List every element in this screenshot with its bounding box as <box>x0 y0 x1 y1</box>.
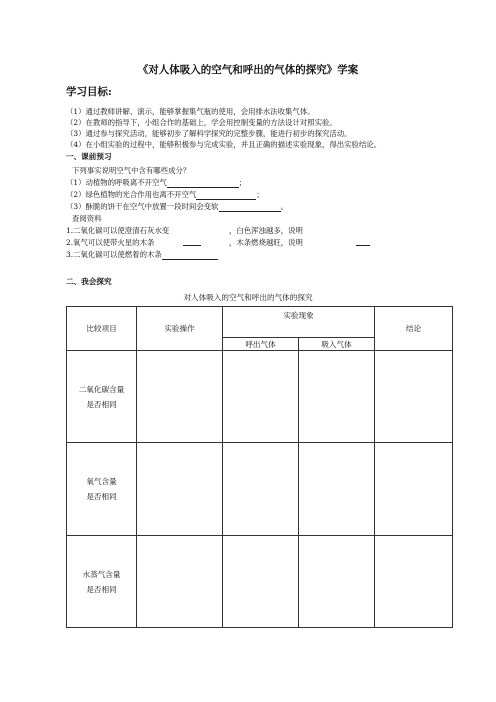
row-label-oxygen <box>67 443 137 536</box>
reference-item: 2.氧气可以使带火星的木条 <box>66 238 155 247</box>
section-preview-heading: 一、课前预习 <box>66 152 112 161</box>
cell-exhaled[interactable] <box>223 351 299 443</box>
cell-exhaled[interactable] <box>223 443 299 536</box>
cell-inhaled[interactable] <box>299 443 375 536</box>
preview-item: （2）绿色植物的光合作用也离不开空气 ； <box>66 190 264 199</box>
row-label-water-vapor <box>67 536 137 628</box>
answer-blank[interactable] <box>167 179 239 188</box>
cell-inhaled[interactable] <box>299 351 375 443</box>
table-row <box>67 351 453 443</box>
goal-item: （4）在小组实验的过程中，能够积极参与完成实验，并且正确的描述实验现象，得出实验结论。 <box>66 140 382 149</box>
cell-conclusion[interactable] <box>375 351 453 443</box>
answer-blank[interactable] <box>219 203 281 212</box>
header-conclusion: 结论 <box>375 307 453 351</box>
cell-operation[interactable] <box>137 351 223 443</box>
reference-item: 3.二氧化碳可以使燃着的木条 <box>66 249 218 260</box>
answer-blank[interactable] <box>196 191 256 200</box>
row-label-line: 二氧化碳含量 <box>78 384 125 394</box>
answer-blank[interactable] <box>356 237 370 246</box>
goal-item: （1）通过教师讲解、演示，能够掌握集气瓶的使用，会用排水法收集气体。 <box>66 107 315 116</box>
reference-item-cont: ，白色浑浊越多，说明 <box>229 226 303 235</box>
table-row <box>67 536 453 628</box>
preview-item: （3）酥脆的饼干在空气中放置一段时间会变软 。 <box>66 202 288 211</box>
cell-exhaled[interactable] <box>223 536 299 628</box>
answer-blank[interactable] <box>183 237 201 246</box>
table-row <box>67 443 453 536</box>
reference-heading: 查阅资料 <box>72 214 102 223</box>
section-explore-heading: 二、我会探究 <box>66 277 112 286</box>
row-label-line: 是否相同 <box>86 492 117 501</box>
header-item: 比较项目 <box>67 307 137 351</box>
cell-operation[interactable] <box>137 443 223 536</box>
answer-blank[interactable] <box>162 251 218 260</box>
goals-heading: 学习目标: <box>66 86 112 98</box>
header-operation: 实验操作 <box>137 307 223 351</box>
preview-question: 下列事实说明空气中含有哪些成分？ <box>72 166 191 175</box>
experiment-table <box>66 306 453 628</box>
cell-conclusion[interactable] <box>375 443 453 536</box>
reference-item-cont: ，木条燃烧越旺，说明 <box>229 238 303 247</box>
goal-item: （2）在教师的指导下，小组合作的基础上，学会用控制变量的方法设计对照实验。 <box>66 118 337 127</box>
cell-inhaled[interactable] <box>299 536 375 628</box>
cell-operation[interactable] <box>137 536 223 628</box>
page-title: 《对人体吸入的空气和呼出的气体的探究》学案 <box>137 64 359 76</box>
header-exhaled: 呼出气体 <box>223 338 299 351</box>
row-label-line: 水蒸气含量 <box>82 569 121 579</box>
row-label-line: 氧气含量 <box>86 477 117 486</box>
goal-item: （3）通过参与探究活动，能够初步了解科学探究的完整步骤，能进行初步的探究活动。 <box>66 129 352 138</box>
row-label-line: 是否相同 <box>86 399 117 409</box>
reference-item: 1.二氧化碳可以使澄清石灰水变 <box>66 226 170 235</box>
header-inhaled: 吸入气体 <box>299 338 375 351</box>
header-phenomenon: 实验现象 <box>223 307 375 338</box>
preview-item: （1）动植物的呼吸离不开空气 ； <box>66 178 247 187</box>
row-label-co2 <box>67 351 137 443</box>
row-label-line: 是否相同 <box>86 584 117 594</box>
table-caption: 对人体吸入的空气和呼出的气体的探究 <box>183 293 313 302</box>
cell-conclusion[interactable] <box>375 536 453 628</box>
